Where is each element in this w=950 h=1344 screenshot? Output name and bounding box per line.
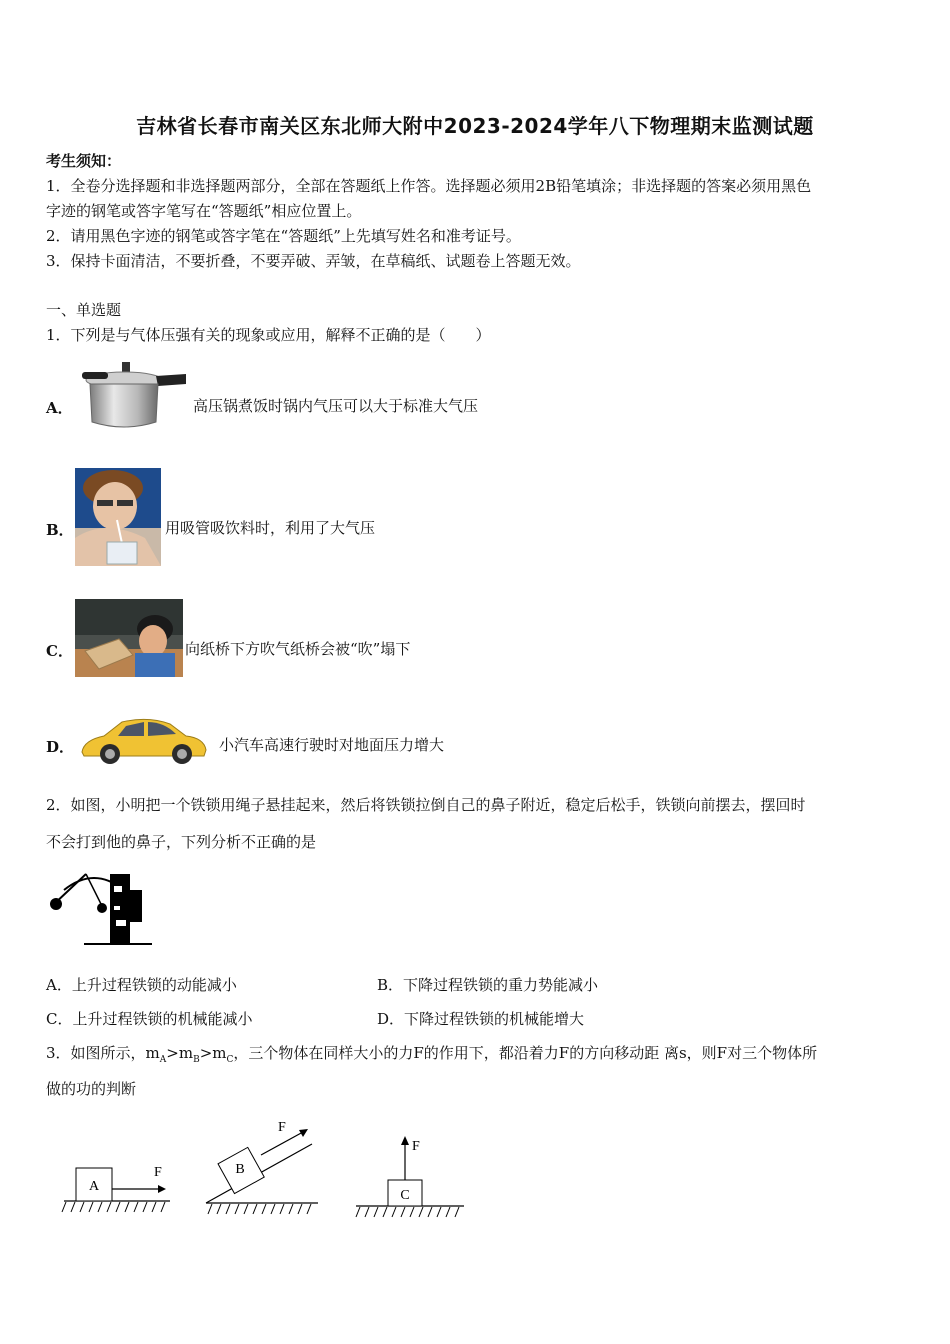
notice-item-3: 3．保持卡面清洁，不要折叠，不要弄破、弄皱，在草稿纸、试题卷上答题无效。 (46, 252, 581, 270)
q2-option-a: A．上升过程铁锁的动能减小 (46, 976, 237, 994)
q1-option-b-letter: B． (46, 521, 74, 539)
figure-c (356, 1136, 464, 1217)
force-label-c: F (412, 1139, 420, 1154)
section-heading: 一、单选题 (46, 301, 122, 319)
force-work-diagram (56, 1110, 476, 1220)
pressure-cooker-image (78, 360, 190, 432)
q1-option-c-text: 向纸桥下方吹气纸桥会被“吹”塌下 (185, 640, 411, 658)
question-2-stem: 2．如图，小明把一个铁锁用绳子悬挂起来，然后将铁锁拉倒自己的鼻子附近，稳定后松手，铁锁向前摆去，摆回时 (46, 796, 806, 814)
q1-option-d-text: 小汽车高速行驶时对地面压力增大 (219, 736, 445, 754)
q2-option-b: B．下降过程铁锁的重力势能减小 (377, 976, 599, 994)
force-label-a: F (154, 1165, 162, 1180)
q1-option-a-letter: A． (46, 399, 73, 417)
q1-option-b-text: 用吸管吸饮料时，利用了大气压 (165, 519, 376, 537)
figure-a (62, 1165, 170, 1212)
block-a-label: A (88, 1179, 100, 1194)
notice-item-1-cont: 字迹的钢笔或答字笔写在“答题纸”相应位置上。 (46, 202, 362, 220)
q1-option-a-text: 高压锅煮饭时锅内气压可以大于标准大气压 (193, 397, 479, 415)
question-3-stem: 3．如图所示，$m_A>m_B>m_C$，三个物体在同样大小的力F的作用下，都沿着力F的方向移动距 离s，则F对三个物体所 (46, 1044, 818, 1065)
straw-drinking-image (75, 468, 161, 566)
notice-heading: 考生须知： (46, 152, 122, 170)
q2-option-c: C．上升过程铁锁的机械能减小 (46, 1010, 253, 1028)
q2-option-d: D．下降过程铁锁的机械能增大 (377, 1010, 585, 1028)
q1-option-d-letter: D． (46, 738, 75, 756)
block-c-label: C (400, 1188, 410, 1203)
pendulum-lock-image (44, 866, 152, 950)
question-2-stem-cont: 不会打到他的鼻子，下列分析不正确的是 (46, 833, 317, 851)
question-1-stem: 1．下列是与气体压强有关的现象或应用，解释不正确的是（ ） (46, 326, 491, 344)
notice-item-1: 1．全卷分选择题和非选择题两部分，全部在答题纸上作答。选择题必须用2B铅笔填涂；非选择题的答案必须用黑色 (46, 177, 812, 195)
page-title: 吉林省长春市南关区东北师大附中2023-2024学年八下物理期末监测试题 (136, 114, 814, 138)
figure-b (206, 1120, 318, 1214)
q1-option-c-letter: C． (46, 642, 73, 660)
block-b-label: B (235, 1162, 245, 1177)
notice-item-2: 2．请用黑色字迹的钢笔或答字笔在“答题纸”上先填写姓名和准考证号。 (46, 227, 521, 245)
force-label-b: F (278, 1120, 286, 1135)
question-3-stem-cont: 做的功的判断 (46, 1080, 137, 1098)
car-image (78, 714, 210, 766)
paper-bridge-image (75, 599, 183, 677)
